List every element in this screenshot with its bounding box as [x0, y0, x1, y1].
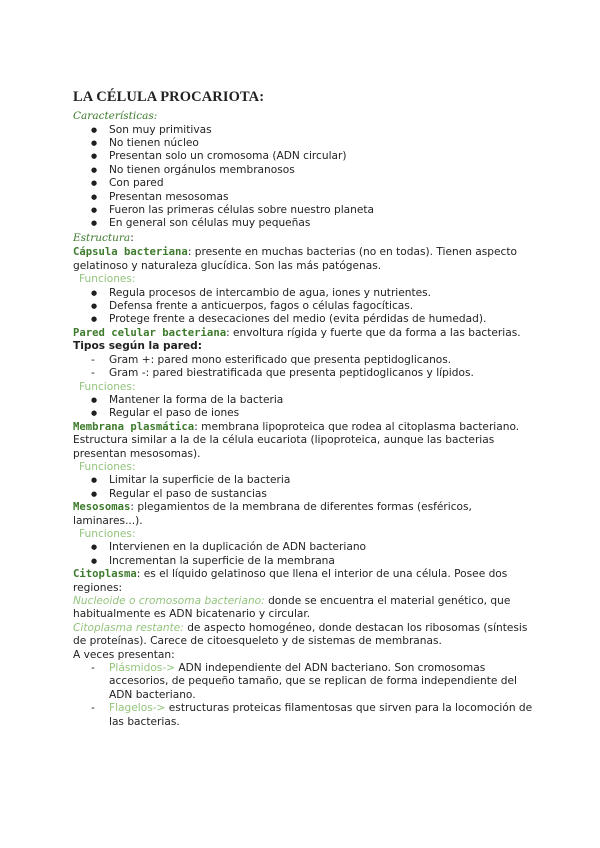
list-item [91, 702, 533, 729]
membrana-paragraph [73, 421, 533, 461]
list-item: - Gram +: pared mono esterificado que presenta peptidoglicanos. [91, 354, 533, 367]
restante-label: Citoplasma restante: [73, 621, 184, 634]
list-item: ● Presentan solo un cromosoma (ADN circular) [91, 150, 533, 163]
pared-tipos-list [73, 354, 533, 381]
flagelos-label: Flagelos-> [109, 702, 166, 715]
mesosomas-term: Mesosomas [73, 501, 131, 514]
list-item: ● En general son células muy pequeñas [91, 217, 533, 230]
citoplasma-term: Citoplasma [73, 568, 137, 581]
list-item: ● No tienen orgánulos membranosos [91, 164, 533, 177]
pared-funciones-list [73, 394, 533, 421]
list-item: ● Limitar la superficie de la bacteria [91, 474, 533, 487]
list-item: ● Presentan mesosomas [91, 191, 533, 204]
a-veces-label: A veces presentan: [73, 648, 175, 661]
list-item: ● Regular el paso de iones [91, 407, 533, 420]
membrana-text: : membrana lipoproteica que rodea al citoplasma bacteriano. Estructura similar a la de la célula eucariota (lipoproteica, aunque las bacterias presentan mesosomas). [73, 420, 520, 460]
list-item: ● Intervienen en la duplicación de ADN bacteriano [91, 541, 533, 554]
membrana-funciones-list [73, 474, 533, 501]
presentan-list [73, 662, 533, 729]
list-item [91, 662, 533, 702]
restante-text: de aspecto homogéneo, donde destacan los ribosomas (síntesis de proteínas). Carece de citoesqueleto y de sistemas de membranas. [73, 621, 528, 648]
plasmidos-label: Plásmidos-> [109, 662, 176, 675]
pared-paragraph [73, 327, 533, 340]
list-item: ● Regular el paso de sustancias [91, 488, 533, 501]
membrana-funciones-label: Funciones: [79, 460, 136, 473]
nucleoide-paragraph [73, 595, 533, 622]
flagelos-text: estructuras proteicas filamentosas que sirven para la locomoción de las bacterias. [109, 702, 533, 728]
estructura-colon: : [130, 231, 134, 244]
mesosomas-funciones-label: Funciones: [79, 527, 136, 540]
capsula-funciones-label: Funciones: [79, 273, 136, 286]
pared-tipos-label: Tipos según la pared: [73, 340, 202, 353]
list-item: ● No tienen núcleo [91, 137, 533, 150]
plasmidos-text: ADN independiente del ADN bacteriano. Son cromosomas accesorios, de pequeño tamaño, que se replican de forma independiente del ADN bacteriano. [109, 662, 517, 701]
membrana-term: Membrana plasmática [73, 420, 195, 433]
list-item: - Gram -: pared biestratificada que presenta peptidoglicanos y lípidos. [91, 367, 533, 380]
list-item: ● Mantener la forma de la bacteria [91, 394, 533, 407]
caracteristicas-list [73, 124, 533, 231]
mesosomas-funciones-list [73, 541, 533, 568]
pared-text: : envoltura rígida y fuerte que da forma a las bacterias. [226, 326, 521, 339]
capsula-paragraph [73, 246, 533, 273]
list-item: ● Protege frente a desecaciones del medio (evita pérdidas de humedad). [91, 313, 533, 326]
capsula-text: : presente en muchas bacterias (no en todas). Tienen aspecto gelatinoso y naturaleza glucídica. Son las más patógenas. [73, 246, 518, 272]
citoplasma-paragraph [73, 568, 533, 595]
restante-paragraph [73, 622, 533, 649]
capsula-funciones-list [73, 287, 533, 327]
citoplasma-text: : es el líquido gelatinoso que llena el interior de una célula. Posee dos regiones: [73, 568, 508, 594]
estructura-heading: Estructura [73, 231, 131, 244]
caracteristicas-heading: Características: [73, 110, 158, 122]
nucleoide-text: donde se encuentra el material genético, que habitualmente es ADN bicatenario y circular. [73, 595, 511, 621]
pared-term: Pared celular bacteriana [73, 326, 227, 339]
page-title: LA CÉLULA PROCARIOTA: [73, 89, 265, 105]
list-item: ● Son muy primitivas [91, 124, 533, 137]
estructura-heading-line [73, 232, 533, 246]
pared-funciones-label: Funciones: [79, 380, 136, 393]
list-item: ● Defensa frente a anticuerpos, fagos o células fagocíticas. [91, 300, 533, 313]
list-item: ● Incrementan la superficie de la membrana [91, 555, 533, 568]
list-item: ● Fueron las primeras células sobre nuestro planeta [91, 204, 533, 217]
list-item: ● Regula procesos de intercambio de agua, iones y nutrientes. [91, 287, 533, 300]
document-page [73, 88, 533, 729]
mesosomas-text: : plegamientos de la membrana de diferentes formas (esféricos, laminares...). [73, 501, 472, 527]
list-item: ● Con pared [91, 177, 533, 190]
capsula-term: Cápsula bacteriana [73, 246, 188, 259]
nucleoide-label: Nucleoide o cromosoma bacteriano: [73, 595, 265, 607]
mesosomas-paragraph [73, 501, 533, 528]
